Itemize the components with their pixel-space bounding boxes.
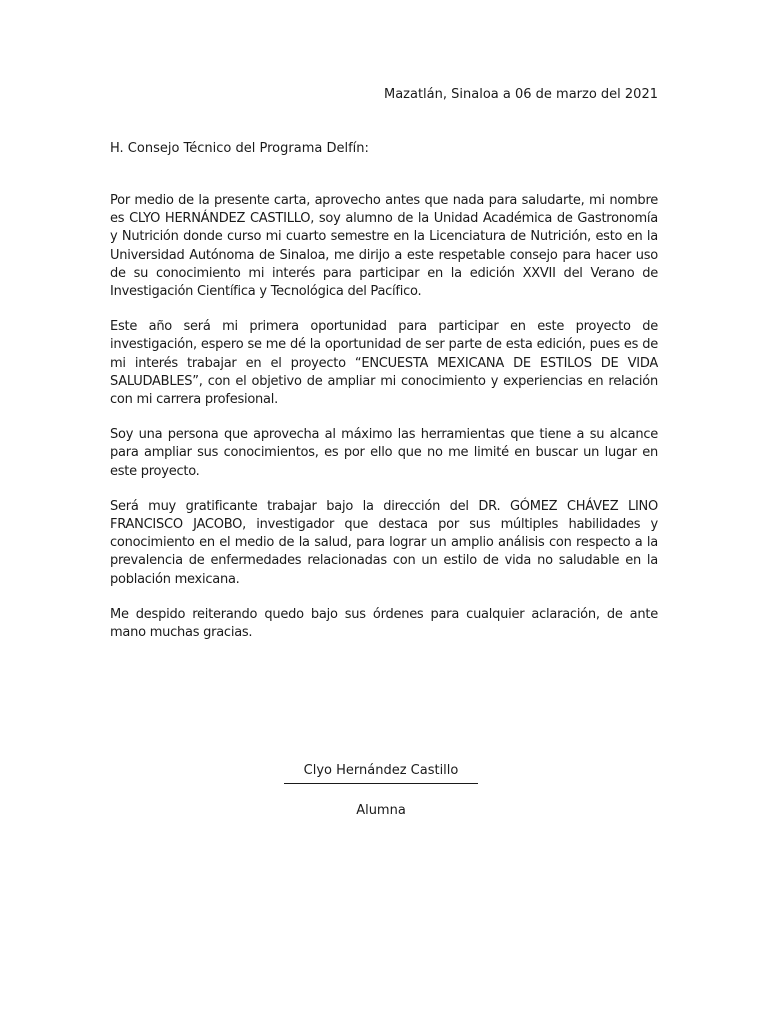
letter-body xyxy=(110,192,658,642)
body-paragraph-supervisor: Será muy gratificante trabajar bajo la dirección del DR. GÓMEZ CHÁVEZ LINO FRANCISCO JACOBO, investigador que destaca por sus múltiples habilidades y conocimiento en el medio de la salud, para lograr un amplio análisis con respecto a la prevalencia de enfermedades relacionadas con un estilo de vida no saludable en la población mexicana. xyxy=(110,498,658,587)
body-paragraph-closing: Me despido reiterando quedo bajo sus órdenes para cualquier aclaración, de ante mano muchas gracias. xyxy=(110,606,658,641)
body-paragraph-introduction: Por medio de la presente carta, aprovecho antes que nada para saludarte, mi nombre es CLYO HERNÁNDEZ CASTILLO, soy alumno de la Unidad Académica de Gastronomía y Nutrición donde curso mi cuarto semestre en la Licenciatura de Nutrición, esto en la Universidad Autónoma de Sinaloa, me dirijo a este respetable consejo para hacer uso de su conocimiento mi interés para participar en la edición XXVII del Verano de Investigación Científica y Tecnológica del Pacífico. xyxy=(110,193,658,300)
body-paragraph-personal: Soy una persona que aprovecha al máximo las herramientas que tiene a su alcance para ampliar sus conocimientos, es por ello que no me limité en buscar un lugar en este proyecto. xyxy=(110,427,658,479)
body-paragraph-opportunity: Este año será mi primera oportunidad para participar en este proyecto de investigación, espero se me dé la oportunidad de ser parte de esta edición, pues es de mi interés trabajar en el proyecto “ENCUESTA MEXICANA DE ESTILOS DE VIDA SALUDABLES”, con el objetivo de ampliar mi conocimiento y experiencias en relación con mi carrera profesional. xyxy=(110,319,658,408)
date-line: Mazatlán, Sinaloa a 06 de marzo del 2021 xyxy=(383,87,658,102)
signature-role: Alumna xyxy=(356,803,406,818)
signature-line xyxy=(284,783,478,784)
addressee-line: H. Consejo Técnico del Programa Delfín: xyxy=(110,141,369,156)
signature-name: Clyo Hernández Castillo xyxy=(303,763,459,778)
signature-block xyxy=(284,762,478,820)
